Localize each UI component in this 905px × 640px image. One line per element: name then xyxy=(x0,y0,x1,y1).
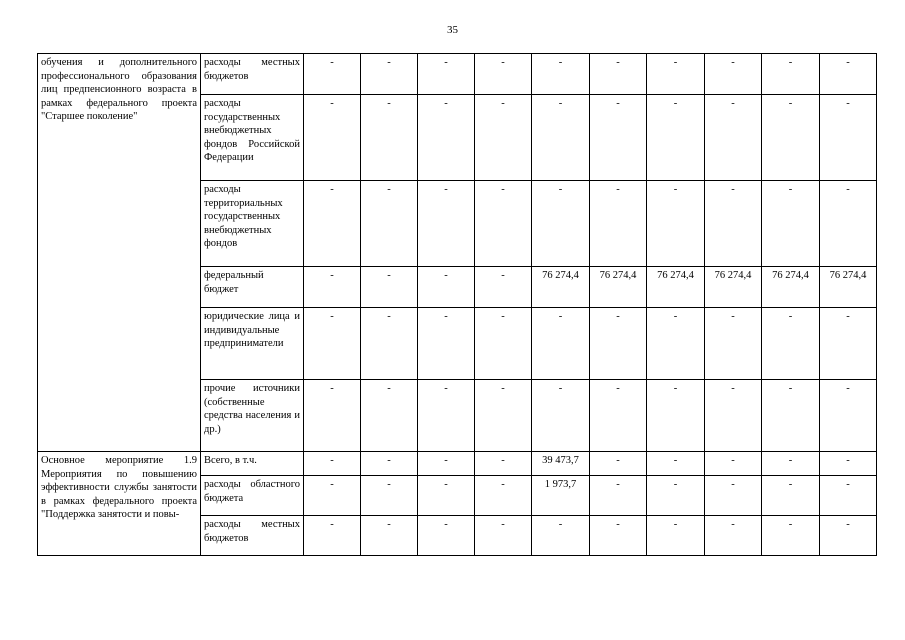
funding-source: Всего, в т.ч. xyxy=(201,452,304,476)
value-cell: - xyxy=(304,181,361,267)
value-cell: - xyxy=(304,476,361,516)
value-cell: - xyxy=(361,516,418,556)
value-cell: - xyxy=(361,476,418,516)
activity-description: обучения и дополнительного профессионального образования лиц предпенсионного возраста в рамках федерального проекта "Старшее поколение" xyxy=(38,54,201,452)
funding-source: расходы местных бюджетов xyxy=(201,54,304,95)
value-cell: - xyxy=(361,380,418,452)
value-cell: - xyxy=(647,516,705,556)
value-cell: - xyxy=(820,380,877,452)
value-cell: 1 973,7 xyxy=(532,476,590,516)
value-cell: - xyxy=(590,181,647,267)
value-cell: - xyxy=(820,476,877,516)
funding-source: юридические лица и индивидуальные предприниматели xyxy=(201,308,304,380)
value-cell: - xyxy=(475,476,532,516)
value-cell: - xyxy=(762,476,820,516)
budget-table xyxy=(37,53,877,556)
value-cell: - xyxy=(418,95,475,181)
value-cell: - xyxy=(647,452,705,476)
value-cell: - xyxy=(304,452,361,476)
value-cell: - xyxy=(361,308,418,380)
value-cell: - xyxy=(820,452,877,476)
value-cell: - xyxy=(475,267,532,308)
value-cell: - xyxy=(361,54,418,95)
value-cell: - xyxy=(475,516,532,556)
value-cell: 76 274,4 xyxy=(705,267,762,308)
value-cell: - xyxy=(705,380,762,452)
value-cell: - xyxy=(418,308,475,380)
value-cell: - xyxy=(418,267,475,308)
value-cell: - xyxy=(705,181,762,267)
value-cell: - xyxy=(647,380,705,452)
value-cell: 76 274,4 xyxy=(820,267,877,308)
funding-source: расходы областного бюджета xyxy=(201,476,304,516)
value-cell: - xyxy=(418,452,475,476)
value-cell: - xyxy=(590,516,647,556)
value-cell: - xyxy=(590,452,647,476)
value-cell: 76 274,4 xyxy=(532,267,590,308)
value-cell: - xyxy=(304,267,361,308)
page-number: 35 xyxy=(447,24,458,36)
value-cell: - xyxy=(304,54,361,95)
value-cell: - xyxy=(647,54,705,95)
value-cell: 39 473,7 xyxy=(532,452,590,476)
value-cell: - xyxy=(590,95,647,181)
value-cell: - xyxy=(762,181,820,267)
value-cell: - xyxy=(418,181,475,267)
value-cell: - xyxy=(705,54,762,95)
value-cell: - xyxy=(475,95,532,181)
value-cell: - xyxy=(590,308,647,380)
value-cell: - xyxy=(475,181,532,267)
value-cell: - xyxy=(418,516,475,556)
value-cell: - xyxy=(647,476,705,516)
funding-source: федеральный бюджет xyxy=(201,267,304,308)
value-cell: - xyxy=(590,380,647,452)
value-cell: - xyxy=(304,308,361,380)
value-cell: - xyxy=(532,380,590,452)
value-cell: - xyxy=(762,516,820,556)
value-cell: - xyxy=(590,476,647,516)
value-cell: - xyxy=(762,54,820,95)
funding-source: расходы государственных внебюджетных фондов Российской Федерации xyxy=(201,95,304,181)
value-cell: - xyxy=(762,452,820,476)
value-cell: - xyxy=(705,476,762,516)
value-cell: 76 274,4 xyxy=(647,267,705,308)
value-cell: - xyxy=(361,181,418,267)
value-cell: - xyxy=(418,380,475,452)
value-cell: - xyxy=(475,308,532,380)
value-cell: - xyxy=(647,181,705,267)
value-cell: - xyxy=(820,95,877,181)
value-cell: 76 274,4 xyxy=(762,267,820,308)
value-cell: - xyxy=(532,95,590,181)
funding-source: расходы территориальных государственных внебюджетных фондов xyxy=(201,181,304,267)
value-cell: - xyxy=(647,95,705,181)
value-cell: - xyxy=(532,181,590,267)
table-row xyxy=(38,54,877,95)
value-cell: - xyxy=(590,54,647,95)
value-cell: - xyxy=(361,452,418,476)
value-cell: - xyxy=(304,380,361,452)
value-cell: - xyxy=(820,308,877,380)
value-cell: - xyxy=(361,95,418,181)
activity-description: Основное мероприятие 1.9 Мероприятия по повышению эффективности службы занятости в рамках федерального проекта "Поддержка занятости и повы- xyxy=(38,452,201,556)
value-cell: - xyxy=(475,452,532,476)
value-cell: - xyxy=(705,95,762,181)
value-cell: - xyxy=(304,516,361,556)
value-cell: - xyxy=(532,516,590,556)
value-cell: - xyxy=(762,95,820,181)
value-cell: - xyxy=(762,380,820,452)
funding-source: прочие источники (собственные средства населения и др.) xyxy=(201,380,304,452)
value-cell: - xyxy=(361,267,418,308)
value-cell: - xyxy=(762,308,820,380)
value-cell: - xyxy=(418,54,475,95)
value-cell: - xyxy=(418,476,475,516)
value-cell: - xyxy=(705,308,762,380)
table-row xyxy=(38,452,877,476)
value-cell: - xyxy=(304,95,361,181)
value-cell: - xyxy=(475,54,532,95)
value-cell: - xyxy=(647,308,705,380)
value-cell: 76 274,4 xyxy=(590,267,647,308)
value-cell: - xyxy=(475,380,532,452)
value-cell: - xyxy=(532,308,590,380)
funding-source: расходы местных бюджетов xyxy=(201,516,304,556)
value-cell: - xyxy=(820,54,877,95)
value-cell: - xyxy=(705,452,762,476)
value-cell: - xyxy=(532,54,590,95)
value-cell: - xyxy=(820,516,877,556)
value-cell: - xyxy=(820,181,877,267)
value-cell: - xyxy=(705,516,762,556)
